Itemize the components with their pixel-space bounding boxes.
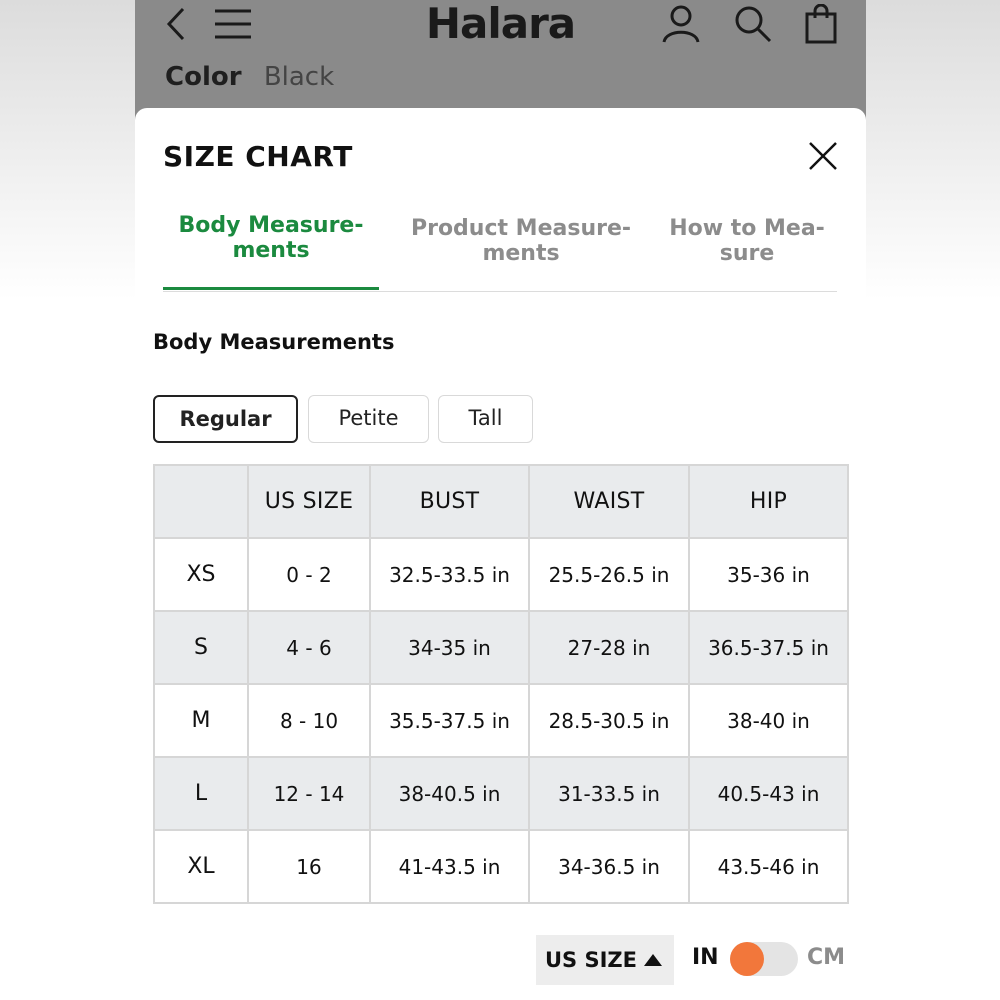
tab-label: sure — [719, 241, 775, 266]
brand-logo[interactable]: Halara — [425, 0, 576, 48]
table-header-row — [154, 465, 848, 538]
size-label-cell: XS — [154, 538, 248, 611]
table-cell: 35.5-37.5 in — [370, 684, 529, 757]
table-cell: 0 - 2 — [248, 538, 370, 611]
tab-product-measurements[interactable] — [399, 216, 643, 293]
table-cell: 34-35 in — [370, 611, 529, 684]
account-icon[interactable] — [661, 4, 701, 44]
color-value: Black — [263, 62, 335, 92]
table-cell: 12 - 14 — [248, 757, 370, 830]
table-row — [154, 757, 848, 830]
table-cell: 35-36 in — [689, 538, 848, 611]
table-cell: 40.5-43 in — [689, 757, 848, 830]
tab-body-measurements[interactable] — [163, 213, 379, 290]
column-header — [154, 465, 248, 538]
product-page-header — [135, 0, 866, 120]
table-row — [154, 611, 848, 684]
variant-tall-button[interactable]: Tall — [438, 395, 533, 443]
search-icon[interactable] — [733, 4, 773, 44]
size-chart-sheet — [135, 108, 866, 1000]
table-cell: 38-40 in — [689, 684, 848, 757]
bag-icon[interactable] — [805, 4, 837, 44]
size-system-select[interactable] — [536, 935, 674, 985]
unit-toggle[interactable] — [730, 942, 798, 976]
unit-in-label: IN — [692, 945, 719, 970]
size-label-cell: S — [154, 611, 248, 684]
column-header: WAIST — [529, 465, 689, 538]
section-title: Body Measurements — [153, 330, 395, 354]
color-label: Color — [165, 62, 242, 92]
table-row — [154, 830, 848, 903]
tab-bar — [163, 213, 837, 292]
size-table — [153, 464, 849, 904]
table-row — [154, 538, 848, 611]
tab-label: ments — [482, 241, 560, 266]
table-cell: 25.5-26.5 in — [529, 538, 689, 611]
variant-regular-button[interactable]: Regular — [153, 395, 298, 443]
close-icon[interactable] — [807, 140, 839, 172]
table-cell: 32.5-33.5 in — [370, 538, 529, 611]
table-cell: 28.5-30.5 in — [529, 684, 689, 757]
table-cell: 43.5-46 in — [689, 830, 848, 903]
phone-screen — [135, 0, 866, 1000]
column-header: US SIZE — [248, 465, 370, 538]
color-row — [165, 60, 334, 94]
size-label-cell: L — [154, 757, 248, 830]
table-cell: 38-40.5 in — [370, 757, 529, 830]
table-cell: 31-33.5 in — [529, 757, 689, 830]
tab-label: Product Measure- — [410, 216, 632, 241]
unit-cm-label: CM — [807, 945, 846, 970]
column-header: BUST — [370, 465, 529, 538]
sheet-title: SIZE CHART — [163, 140, 353, 173]
table-cell: 41-43.5 in — [370, 830, 529, 903]
table-cell: 8 - 10 — [248, 684, 370, 757]
size-label-cell: XL — [154, 830, 248, 903]
table-cell: 16 — [248, 830, 370, 903]
table-cell: 34-36.5 in — [529, 830, 689, 903]
table-row — [154, 684, 848, 757]
table-cell: 27-28 in — [529, 611, 689, 684]
tab-label: ments — [232, 238, 310, 263]
variant-petite-button[interactable]: Petite — [308, 395, 429, 443]
tab-label: How to Mea- — [669, 216, 825, 241]
toggle-knob — [730, 942, 764, 976]
caret-up-icon — [644, 954, 662, 966]
column-header: HIP — [689, 465, 848, 538]
table-cell: 4 - 6 — [248, 611, 370, 684]
tab-label: Body Measure- — [178, 213, 364, 238]
table-cell: 36.5-37.5 in — [689, 611, 848, 684]
tab-how-to-measure[interactable] — [657, 216, 837, 293]
size-system-value: US SIZE — [545, 948, 637, 972]
size-label-cell: M — [154, 684, 248, 757]
